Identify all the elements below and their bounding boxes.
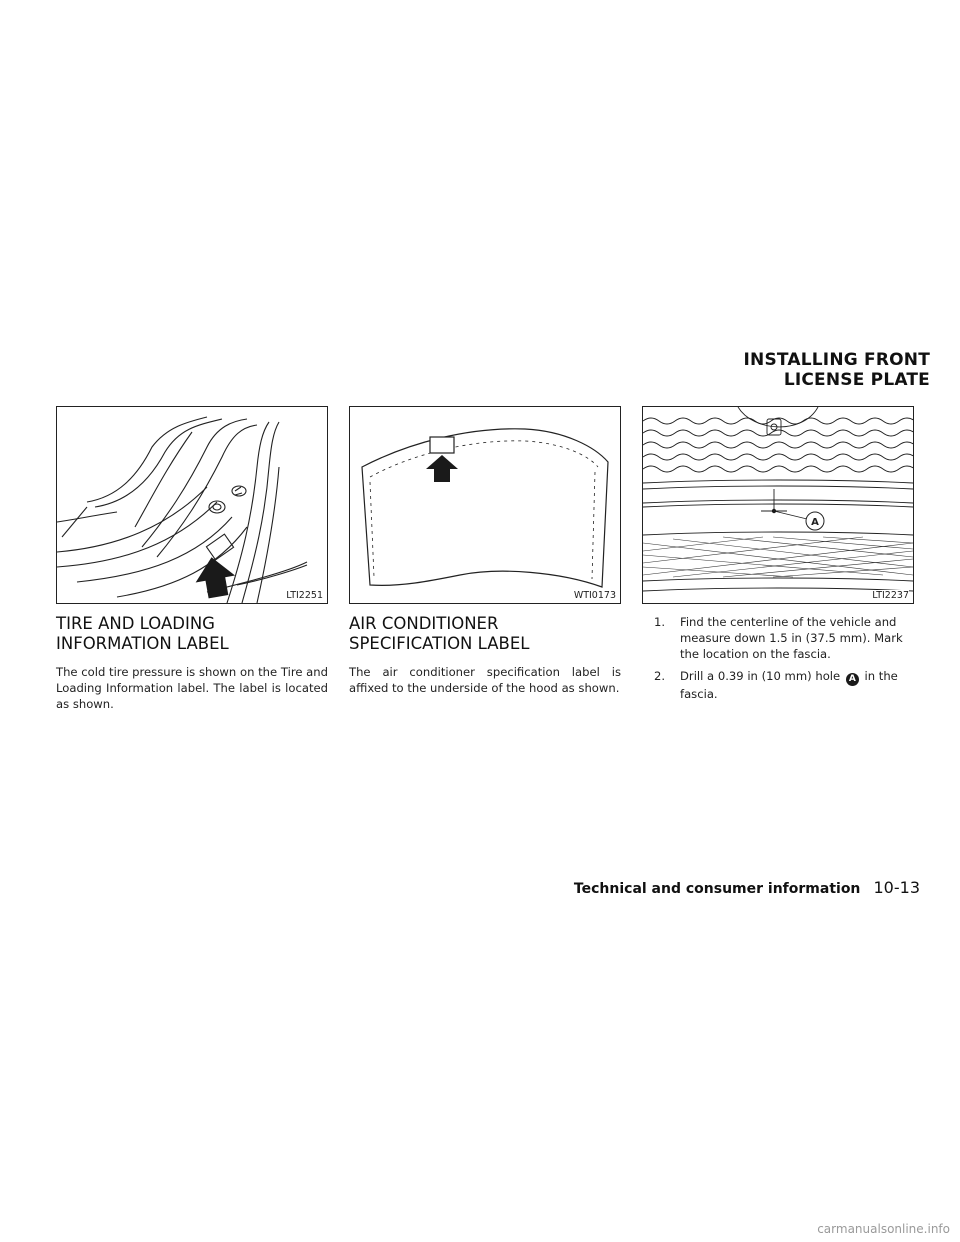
page-footer	[574, 878, 920, 897]
column-ac-label	[349, 406, 621, 696]
callout-label-a: A	[811, 517, 819, 528]
callout-a-icon: A	[846, 673, 859, 686]
step-text-after: in the fascia.	[680, 669, 898, 701]
step-text: Find the centerline of the vehicle and measure down 1.5 in (37.5 mm). Mark the location on the fascia.	[680, 615, 903, 661]
body-paragraph: The air conditioner specification label is affixed to the underside of the hood as shown.	[349, 665, 621, 695]
watermark: carmanualsonline.info	[817, 1222, 950, 1236]
step-number: 1.	[654, 615, 666, 629]
steps-list	[642, 614, 914, 702]
figure-door-pillar	[56, 406, 328, 604]
fascia-illustration	[643, 407, 913, 603]
section-heading: AIR CONDITIONER SPECIFICATION LABEL	[349, 614, 530, 653]
figure-code: LTI2251	[286, 590, 323, 601]
column-tire-label	[56, 406, 328, 712]
section-heading: TIRE AND LOADING INFORMATION LABEL	[56, 614, 229, 653]
body-paragraph: The cold tire pressure is shown on the Tire and Loading Information label. The label is located as shown.	[56, 665, 328, 711]
door-pillar-illustration	[57, 407, 327, 603]
column-license-plate	[642, 406, 914, 708]
figure-code: WTI0173	[573, 590, 616, 601]
section-header: INSTALLING FRONT LICENSE PLATE	[743, 350, 930, 390]
chapter-title: Technical and consumer information	[573, 881, 861, 897]
hood-illustration	[350, 407, 620, 603]
figure-front-fascia	[642, 406, 914, 604]
step-item	[642, 668, 914, 702]
figure-hood-underside	[349, 406, 621, 604]
step-number: 2.	[654, 669, 666, 683]
step-item	[642, 614, 914, 662]
step-text-before: Drill a 0.39 in (10 mm) hole	[680, 669, 841, 683]
figure-code: LTI2237	[872, 590, 909, 601]
page-number: 10-13	[873, 878, 920, 897]
